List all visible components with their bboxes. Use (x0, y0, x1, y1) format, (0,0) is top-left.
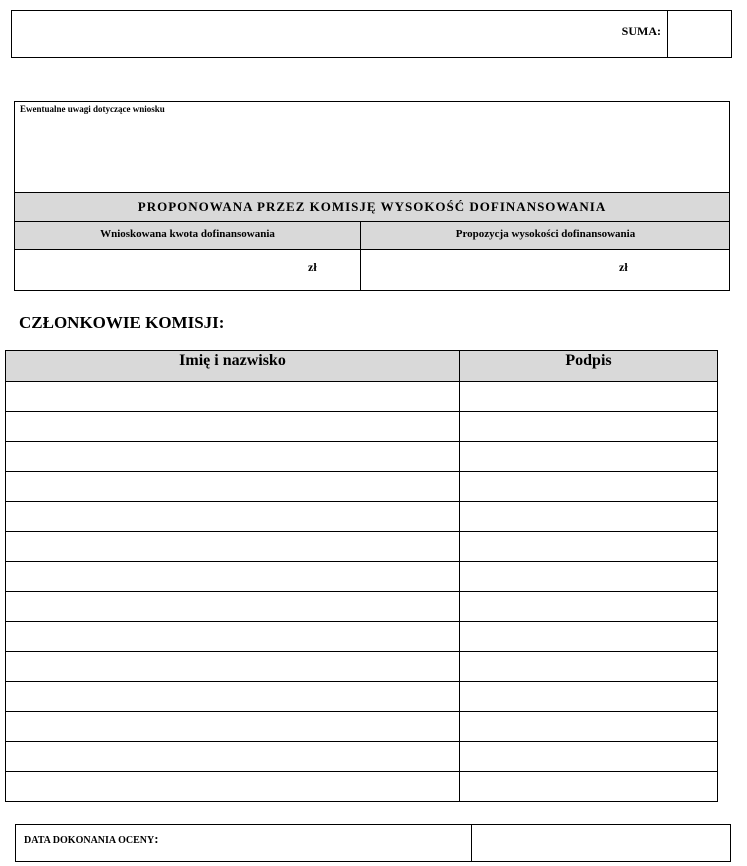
proposal-title: PROPONOWANA PRZEZ KOMISJĘ WYSOKOŚĆ DOFINANSOWANIA (15, 192, 729, 222)
signature-cell[interactable] (460, 472, 718, 502)
committee-title: CZŁONKOWIE KOMISJI: (19, 313, 225, 332)
table-row (6, 442, 718, 472)
signature-cell[interactable] (460, 772, 718, 802)
committee-table (5, 350, 718, 802)
signature-cell[interactable] (460, 652, 718, 682)
signature-cell[interactable] (460, 382, 718, 412)
table-row (6, 712, 718, 742)
remarks-block (14, 101, 730, 291)
signature-cell[interactable] (460, 592, 718, 622)
date-label (24, 831, 159, 847)
table-row (6, 532, 718, 562)
signature-cell[interactable] (460, 682, 718, 712)
signature-cell[interactable] (460, 502, 718, 532)
name-cell[interactable] (6, 472, 460, 502)
name-cell[interactable] (6, 622, 460, 652)
name-cell[interactable] (6, 652, 460, 682)
name-cell[interactable] (6, 412, 460, 442)
date-label-colon: : (154, 831, 159, 846)
table-row (6, 382, 718, 412)
proposed-amount-header: Propozycja wysokości dofinansowania (455, 228, 636, 240)
name-cell[interactable] (6, 772, 460, 802)
proposed-currency: zł (619, 260, 628, 274)
table-row (6, 592, 718, 622)
signature-cell[interactable] (460, 562, 718, 592)
name-cell[interactable] (6, 742, 460, 772)
proposal-header-row (15, 221, 729, 250)
date-label-text: DATA DOKONANIA OCENY (24, 835, 155, 846)
table-row (6, 652, 718, 682)
suma-label: SUMA: (621, 24, 661, 38)
name-cell[interactable] (6, 502, 460, 532)
name-cell[interactable] (6, 442, 460, 472)
date-box (15, 824, 731, 862)
date-divider (471, 825, 472, 861)
table-row (6, 742, 718, 772)
name-cell[interactable] (6, 712, 460, 742)
table-row (6, 682, 718, 712)
table-row (6, 772, 718, 802)
remarks-label: Ewentualne uwagi dotyczące wniosku (20, 104, 165, 114)
suma-box (11, 10, 732, 58)
name-column-header: Imię i nazwisko (6, 351, 460, 382)
suma-divider (667, 11, 668, 57)
signature-cell[interactable] (460, 712, 718, 742)
signature-cell[interactable] (460, 622, 718, 652)
signature-cell[interactable] (460, 742, 718, 772)
name-cell[interactable] (6, 682, 460, 712)
proposal-column-divider (360, 221, 361, 291)
table-row (6, 472, 718, 502)
signature-column-header: Podpis (460, 351, 718, 382)
name-cell[interactable] (6, 382, 460, 412)
table-row (6, 562, 718, 592)
signature-cell[interactable] (460, 442, 718, 472)
name-cell[interactable] (6, 532, 460, 562)
name-cell[interactable] (6, 592, 460, 622)
requested-currency: zł (308, 260, 317, 274)
signature-cell[interactable] (460, 412, 718, 442)
signature-cell[interactable] (460, 532, 718, 562)
table-row (6, 502, 718, 532)
name-cell[interactable] (6, 562, 460, 592)
table-row (6, 412, 718, 442)
committee-header-row (6, 351, 718, 382)
table-row (6, 622, 718, 652)
requested-amount-header: Wnioskowana kwota dofinansowania (100, 228, 275, 240)
